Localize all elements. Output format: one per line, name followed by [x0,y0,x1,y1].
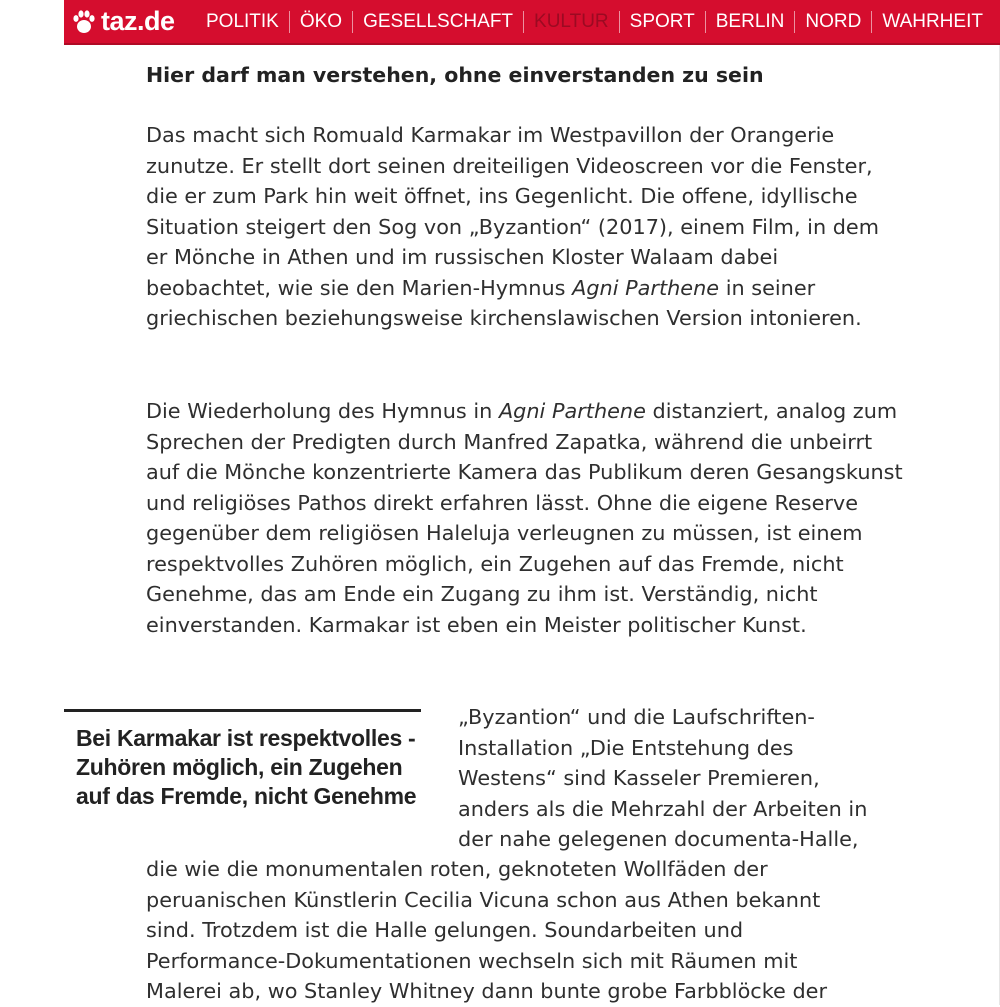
article-paragraph-3-side [458,702,908,855]
pull-quote-line: Zuhören möglich, ein Zugehen [76,754,403,780]
paragraph-italic: Agni Parthene [572,275,720,300]
nav-sport[interactable]: SPORT [619,11,705,33]
top-navigation-bar [64,0,1000,45]
paragraph-italic: Agni Parthene [498,399,646,423]
pull-quote-line: Bei Karmakar ist respektvolles - [76,725,416,751]
article-paragraph-3-full [146,854,906,1007]
paragraph-line: Performance-Dokumentationen wechseln sich mit Räumen mit [146,948,798,973]
paragraph-line: „Byzantion“ und die Laufschriften- [458,705,815,729]
paragraph-line: der nahe gelegenen documenta-Halle, [458,827,859,851]
pull-quote [64,709,421,811]
paragraph-line: peruanischen Künstlerin Cecilia Vicuna schon aus Athen bekannt [146,887,821,912]
article-paragraph-2 [146,396,906,640]
paragraph-line: sind. Trotzdem ist die Halle gelungen. Soundarbeiten und [146,918,744,942]
paragraph-line: Westens“ sind Kasseler Premieren, [458,766,820,790]
paw-icon [72,9,96,35]
paragraph-line: anders als die Mehrzahl der Arbeiten in [458,796,868,821]
nav-nord[interactable]: NORD [794,11,871,33]
paragraph-line: die wie die monumentalen roten, geknoteten Wollfäden der [146,857,768,881]
article-subhead-wrap [146,60,906,90]
logo-text: taz.de [101,6,175,36]
paragraph-line: Malerei ab, wo Stanley Whitney dann bunte grobe Farbblöcke der [146,979,827,1003]
nav-gesellschaft[interactable]: GESELLSCHAFT [352,11,523,33]
article-paragraph-1 [146,120,906,334]
paragraph-text: distanziert, analog zum Sprechen der Predigten durch Manfred Zapatka, während die unbeirrt auf die Mönche konzentrierte Kamera das Publikum deren Gesangskunst und religiöses Pathos direkt erfahren lässt. Ohne die eigene Reserve gegenüber dem religiösen Haleluja verleugnen zu müssen, ist einem respektvolles Zuhören möglich, ein Zugehen auf das Fremde, nicht Genehme, das am Ende ein Zugang zu ihm ist. Verständig, nicht einverstanden. Karmakar ist eben ein Meister politischer Kunst. [146,399,903,637]
paragraph-text: in seiner griechischen beziehungsweise kirchenslawischen Version intonieren. [146,275,862,330]
nav-berlin[interactable]: BERLIN [705,11,795,33]
nav-politik[interactable]: POLITIK [206,10,279,32]
nav-kultur[interactable]: KULTUR [523,11,619,33]
paragraph-text: Das macht sich Romuald Karmakar im Westpavillon der Orangerie zunutze. Er stellt dort seinen dreiteiligen Videoscreen vor die Fenster, die er zum Park hin weit öffnet, ins Gegenlicht. Die offene, idyllische Situation steigert den Sog von „Byzantion“ (2017), einem Film, in dem er Mönche in Athen und im russischen Kloster Walaam dabei beobachtet, wie sie den Marien-Hymnus [146,123,879,300]
nav-wahrheit[interactable]: WAHRHEIT [871,11,993,33]
section-nav [196,0,993,43]
taz-logo[interactable] [64,0,196,43]
paragraph-text: Die Wiederholung des Hymnus in [146,399,499,423]
article-subhead: Hier darf man verstehen, ohne einverstanden zu sein [146,63,764,87]
pull-quote-line: auf das Fremde, nicht Genehme [76,783,417,809]
paragraph-line: Installation „Die Entstehung des [458,735,794,760]
nav-oeko[interactable]: ÖKO [289,11,352,33]
